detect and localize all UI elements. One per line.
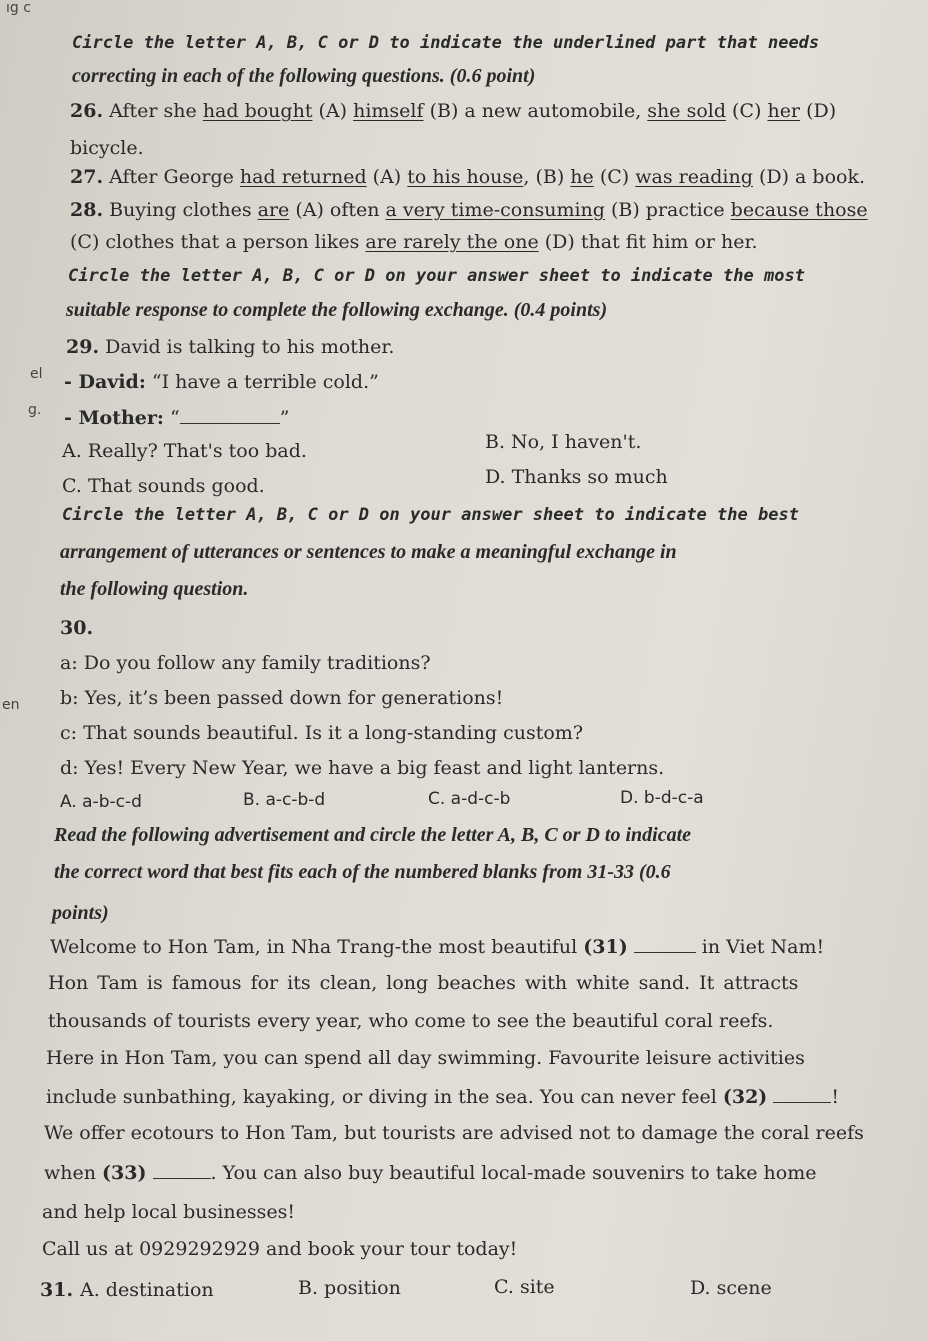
- underlined-part: himself: [353, 100, 424, 122]
- ad-text: Welcome to Hon Tam, in Nha Trang-the most beautiful: [50, 936, 584, 958]
- option-d: D. scene: [690, 1277, 772, 1299]
- quote-open: “: [169, 407, 180, 429]
- answer-blank: [153, 1160, 211, 1179]
- ad-line: [50, 934, 824, 959]
- ad-text: include sunbathing, kayaking, or diving in the sea. You can never feel: [46, 1086, 723, 1108]
- question-text: Buying clothes: [109, 199, 258, 221]
- ad-text: !: [831, 1086, 839, 1108]
- answer-blank: [773, 1084, 831, 1103]
- option-a: A. destination: [80, 1279, 214, 1301]
- ad-line: Here in Hon Tam, you can spend all day swimming. Favourite leisure activities: [46, 1047, 805, 1069]
- margin-note: ıg c: [6, 0, 31, 16]
- utterance-c: c: That sounds beautiful. Is it a long-standing custom?: [60, 722, 584, 744]
- speaker-label: - David:: [64, 371, 146, 393]
- question-text: (D) a book.: [752, 166, 866, 188]
- option-c: C. site: [494, 1276, 555, 1298]
- section1-instruction: Circle the letter A, B, C or D to indicate the underlined part that needs: [72, 33, 820, 53]
- blank-number: (32): [722, 1086, 768, 1108]
- question-text: (B) a new automobile,: [423, 100, 648, 122]
- underlined-part: her: [767, 100, 801, 122]
- underlined-part: had returned: [239, 166, 367, 188]
- question-30-number: 30.: [60, 617, 94, 639]
- question-number: 28.: [70, 199, 104, 221]
- underlined-part: had bought: [202, 100, 313, 122]
- option-c: C. a-d-c-b: [428, 789, 511, 809]
- ad-line: [46, 1084, 839, 1109]
- question-27: [70, 165, 865, 189]
- question-28-continued: [70, 230, 758, 254]
- question-number: 27.: [70, 166, 104, 188]
- speaker-line: “I have a terrible cold.”: [151, 371, 379, 393]
- underlined-part: was reading: [635, 166, 753, 188]
- question-text: (C): [726, 100, 768, 122]
- answer-blank: [180, 405, 280, 424]
- question-text: After George: [109, 166, 240, 188]
- section4-instruction: Read the following advertisement and circle the letter A, B, C or D to indicate: [54, 824, 692, 846]
- section3-instruction: Circle the letter A, B, C or D on your answer sheet to indicate the best: [62, 505, 799, 525]
- question-text: David is talking to his mother.: [105, 336, 395, 358]
- underlined-part: to his house: [407, 166, 524, 188]
- question-text: After she: [109, 100, 203, 122]
- option-d: D. Thanks so much: [485, 466, 668, 488]
- option-d: D. b-d-c-a: [620, 788, 704, 808]
- underlined-part: because those: [730, 199, 868, 221]
- section2-instruction: Circle the letter A, B, C or D on your answer sheet to indicate the most: [68, 266, 805, 286]
- question-text: (A): [366, 166, 408, 188]
- option-b: B. position: [298, 1277, 401, 1299]
- question-26: [70, 99, 836, 123]
- option-c: C. That sounds good.: [62, 475, 265, 497]
- margin-note: g.: [28, 402, 42, 418]
- quote-close: ”: [279, 407, 290, 429]
- question-number: 29.: [66, 336, 100, 358]
- section1-instruction: correcting in each of the following questions. (0.6 point): [72, 65, 536, 87]
- ad-text: . You can also buy beautiful local-made souvenirs to take home: [210, 1162, 817, 1184]
- ad-line: and help local businesses!: [42, 1201, 295, 1223]
- question-number: 26.: [70, 100, 104, 122]
- question-26-continued: bicycle.: [70, 137, 144, 159]
- margin-note: el: [30, 366, 43, 382]
- question-text: (A) often: [289, 199, 386, 221]
- ad-text: when: [44, 1162, 103, 1184]
- question-text: (C) clothes that a person likes: [70, 231, 366, 253]
- ad-line: Hon Tam is famous for its clean, long beaches with white sand. It attracts: [48, 972, 799, 994]
- blank-number: (33): [102, 1162, 147, 1184]
- question-text: , (B): [523, 166, 571, 188]
- option-b: B. a-c-b-d: [243, 790, 326, 810]
- ad-line: We offer ecotours to Hon Tam, but tourists are advised not to damage the coral reefs: [44, 1122, 864, 1144]
- underlined-part: she sold: [647, 100, 726, 122]
- ad-text: in Viet Nam!: [695, 936, 825, 958]
- utterance-a: a: Do you follow any family traditions?: [60, 652, 431, 674]
- section4-instruction: the correct word that best fits each of the numbered blanks from 31-33 (0.6: [54, 861, 671, 883]
- question-text: (D) that fit him or her.: [538, 231, 758, 253]
- option-b: B. No, I haven't.: [485, 431, 642, 453]
- option-a: A. Really? That's too bad.: [62, 440, 307, 462]
- answer-blank: [634, 934, 696, 953]
- option-a: A. a-b-c-d: [60, 792, 142, 812]
- section2-instruction: suitable response to complete the following exchange. (0.4 points): [66, 299, 608, 321]
- question-text: (B) practice: [604, 199, 731, 221]
- blank-number: (31): [583, 936, 628, 958]
- question-text: (C): [593, 166, 636, 188]
- ad-line: thousands of tourists every year, who come to see the beautiful coral reefs.: [48, 1010, 774, 1032]
- utterance-d: d: Yes! Every New Year, we have a big feast and light lanterns.: [60, 757, 665, 779]
- utterance-b: b: Yes, it’s been passed down for generations!: [60, 687, 504, 709]
- section3-instruction: the following question.: [60, 578, 249, 600]
- question-31-number: 31.: [40, 1279, 74, 1301]
- margin-note: en: [2, 697, 20, 713]
- underlined-part: are rarely the one: [365, 231, 539, 253]
- underlined-part: he: [570, 166, 594, 188]
- question-text: (D): [800, 100, 837, 122]
- question-text: (A): [312, 100, 354, 122]
- dialogue-david: [64, 370, 379, 394]
- speaker-label: - Mother:: [64, 407, 164, 429]
- dialogue-mother: [64, 405, 289, 430]
- question-28: [70, 198, 868, 222]
- underlined-part: are: [257, 199, 290, 221]
- question-29: [66, 335, 394, 359]
- ad-line: Call us at 0929292929 and book your tour today!: [42, 1238, 518, 1260]
- ad-line: [44, 1160, 816, 1185]
- section4-instruction: points): [52, 902, 109, 924]
- section3-instruction: arrangement of utterances or sentences to make a meaningful exchange in: [60, 541, 677, 563]
- underlined-part: a very time-consuming: [385, 199, 605, 221]
